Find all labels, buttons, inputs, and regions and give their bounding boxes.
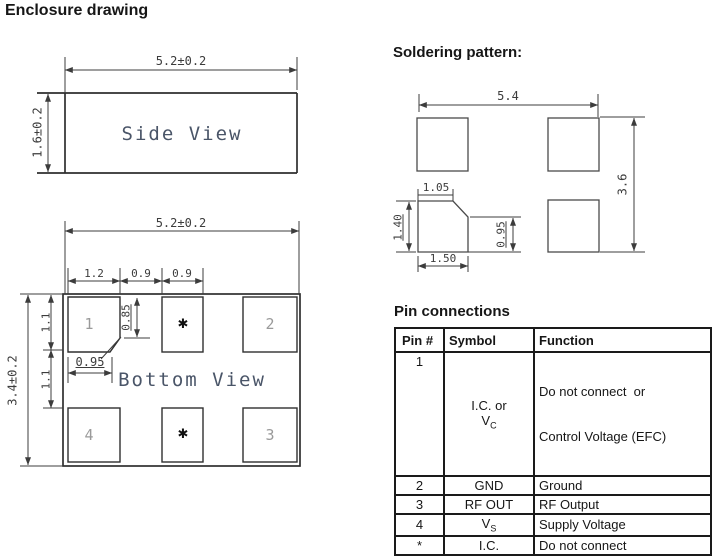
bottom-view-drawing xyxy=(20,221,300,466)
soldering-pad-left-dim: 1.40 xyxy=(391,214,405,241)
pin-connections-table xyxy=(394,327,712,556)
table-header-row xyxy=(395,328,711,352)
pin-cell: * xyxy=(395,536,444,555)
table-row xyxy=(395,495,711,514)
soldering-height-dim: 3.6 xyxy=(615,173,630,196)
page-title: Enclosure drawing xyxy=(5,2,149,19)
symbol-cell xyxy=(444,352,534,476)
soldering-pattern-title: Soldering pattern: xyxy=(393,44,523,61)
symbol-cell: $V_S$ xyxy=(444,514,534,536)
bottom-view-lower-width-dim: 0.95 xyxy=(75,355,105,369)
bottom-view-pad1-width-dim: 1.2 xyxy=(84,267,104,280)
symbol-line: $V_C$ xyxy=(481,412,497,431)
table-row xyxy=(395,352,711,476)
pad-1-number: 1 xyxy=(84,315,94,333)
pad-3-number: 3 xyxy=(265,426,275,444)
side-view-width-dim: 5.2±0.2 xyxy=(155,54,207,68)
symbol-cell: GND xyxy=(444,476,534,495)
pad-2-number: 2 xyxy=(265,315,275,333)
table-row xyxy=(395,514,711,536)
symbol-line: I.C. or xyxy=(471,397,507,413)
bottom-view-width-dim: 5.2±0.2 xyxy=(155,216,207,230)
function-cell: Supply Voltage xyxy=(534,514,711,536)
symbol-cell: I.C. xyxy=(444,536,534,555)
bottom-view-height-dim: 3.4±0.2 xyxy=(5,355,20,406)
bottom-view-gap-dim: 0.9 xyxy=(131,267,151,280)
side-view-height-dim: 1.6±0.2 xyxy=(30,107,45,158)
pin-cell: 4 xyxy=(395,514,444,536)
pad-4-number: 4 xyxy=(84,426,94,444)
soldering-pad-right-dim: 0.95 xyxy=(494,221,508,248)
asterisk-pad-icon: ✱ xyxy=(177,427,189,442)
column-header-function: Function xyxy=(534,328,711,352)
bottom-view-chamfer-dim: 0.85 xyxy=(119,304,133,331)
bottom-view-row-lower-dim: 1.1 xyxy=(39,369,53,390)
table-row xyxy=(395,536,711,555)
soldering-pad-top-dim: 1.05 xyxy=(422,181,450,194)
pin-connections-title: Pin connections xyxy=(394,303,510,320)
asterisk-pad-icon: ✱ xyxy=(177,317,189,332)
bottom-view-midpad-dim: 0.9 xyxy=(172,267,192,280)
function-cell: Do not connect xyxy=(534,536,711,555)
soldering-width-dim: 5.4 xyxy=(497,89,519,103)
bottom-view-label: Bottom View xyxy=(118,369,266,391)
function-cell xyxy=(534,352,711,476)
function-cell: Ground xyxy=(534,476,711,495)
function-line: Control Voltage (EFC) xyxy=(539,429,667,444)
side-view-drawing xyxy=(37,54,297,173)
bottom-view-row-upper-dim: 1.1 xyxy=(39,312,53,333)
pin-cell: 1 xyxy=(395,352,444,476)
soldering-pad-bottom-dim: 1.50 xyxy=(429,252,457,265)
pin-cell: 3 xyxy=(395,495,444,514)
function-cell: RF Output xyxy=(534,495,711,514)
table-row xyxy=(395,476,711,495)
pin-cell: 2 xyxy=(395,476,444,495)
symbol-cell: RF OUT xyxy=(444,495,534,514)
column-header-symbol: Symbol xyxy=(444,328,534,352)
function-line: Do not connect or xyxy=(539,384,646,399)
side-view-label: Side View xyxy=(121,123,243,145)
column-header-pin: Pin # xyxy=(395,328,444,352)
